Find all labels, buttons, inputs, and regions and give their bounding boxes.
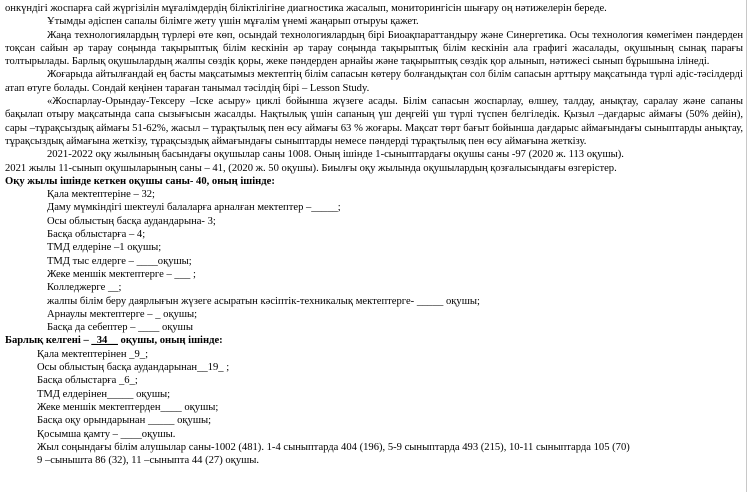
paragraph-teacher: Ұтымды әдіспен сапалы білімге жету үшін мұғалім үнемі жаңарып отыруы қажет.: [47, 16, 419, 28]
paragraph-cycle: «Жоспарлау-Орындау-Тексеру –Іске асыру» циклі бойынша жүзеге асады. Білім сапасын жоспарлау, өлшеу, талдау, анықтау, саралау және сапаны бақылап отыру мақсатында сапа сызығысын жасалды. Нақтылық үшін сапаның үш деңгейі үш түрлі түспен белгіледік. Қызыл –дағдарыс аймағы (50% дейін), сары –тұрақсыздық аймағы 51-62%, жасыл – тұрақтылық пен өсу аймағы 63 % жоғары. Мақсат төрт бағыт бойынша дағдарыс аймағындағы сыныптарды анықтау, тұрақсыздық аймағына жеткізу, тұрақсыздық аймағындағы сыныптарды немесе пәндерді тұрақтылық пен өсу аймағына жеткізу.: [5, 96, 743, 147]
document-body: [5, 2, 743, 467]
list-item: Басқа оқу орындарынан _____ оқушы;: [37, 415, 212, 427]
list-item: Осы облыстың басқа аудандарынан__19_ ;: [37, 362, 230, 374]
list-item: Қала мектептерінен _9_;: [37, 348, 149, 360]
paragraph-methods: Жоғарыда айтылғандай ең басты мақсатымыз мектептің білім сапасын көтеру болғандықтан сол білім сапасын арттыру мақсатында түрлі әдіс-тәсілдерді атап өтуге болады. Сондай кеңінен тараған танымал тәсілдің бірі – Lesson Study.: [5, 69, 743, 94]
list-item: 9 –сынышта 86 (32), 11 –сыныпта 44 (27) оқушы.: [37, 455, 260, 467]
list-item: Жыл соңындағы білім алушылар саны-1002 (481). 1-4 сыныптарда 404 (196), 5-9 сыныптарда 493 (215), 10-11 сыныптарда 105 (70): [37, 441, 630, 453]
paragraph-technology: Жаңа технологиялардың түрлері өте көп, осындай технологиялардың бірі Биоақпараттандыру және Синергетика. Осы технология көмегімен пәндерден тоқсан сайын әр тарау соңында тақырыптық білім кескінін әр тарау соңында тақырыптық білім кескінін ала графигі жасалады, оқушының сынақ парағы толтырылады. Барлық оқушылардың жалпы сөздік қоры, жеке пәндерден арнайы және тақырыптық сөздік қор алынып, нәтижесі сынып бұрышына ілінеді.: [5, 29, 743, 68]
page-edge-divider: [746, 0, 747, 492]
list-item: ТМД елдеріне –1 оқушы;: [47, 242, 162, 254]
paragraph-student-count: 2021-2022 оқу жылының басындағы оқушылар саны 1008. Оның ішінде 1-сыныптардағы оқушы саны -97 (2020 ж. 113 оқушы).: [47, 149, 624, 161]
list-item: Басқа да себептер – ____ оқушы: [47, 322, 193, 334]
list-item: Қала мектептеріне – 32;: [47, 189, 155, 201]
list-item: ТМД тыс елдерге – ____оқушы;: [47, 255, 192, 267]
list-item: Жеке меншік мектептерден____ оқушы;: [37, 401, 219, 413]
list-item: Жеке меншік мектептерге – ___ ;: [47, 268, 196, 280]
heading-arrived-text: Барлық келгені –: [5, 335, 92, 347]
paragraph-graduates: 2021 жылы 11-сынып оқушыларының саны – 41, (2020 ж. 50 оқушы). Биылғы оқу жылында оқушылардың қозғалысындағы өзгерістер.: [5, 162, 617, 174]
list-item: Басқа облыстарға – 4;: [47, 229, 146, 241]
heading-arrived-suffix: оқушы, оның ішінде:: [117, 335, 223, 347]
list-item: Осы облыстың басқа аудандарына- 3;: [47, 215, 216, 227]
list-item: жалпы білім беру даярлығын жүзеге асыратын кәсіптік-техникалық мектептерге- _____ оқушы;: [47, 295, 480, 307]
heading-arrived-count: _34__: [91, 335, 118, 347]
paragraph-intro: онкүндігі жоспарға сай жүргізілін мұғалімдердің біліктілігіне диагностика жасалып, мониторингісін шығару оң нәтижелерін береде.: [5, 3, 607, 14]
list-item: Арнаулы мектептерге – _ оқушы;: [47, 308, 198, 320]
list-item: ТМД елдерінен_____ оқушы;: [37, 388, 171, 400]
list-item: Басқа облыстарға _6_;: [37, 375, 138, 387]
heading-departed: Оқу жылы ішінде кеткен оқушы саны- 40, оның ішінде:: [5, 175, 275, 187]
list-item: Қосымша қамту – ____оқушы.: [37, 428, 176, 440]
list-item: Даму мүмкіндігі шектеулі балаларға арналған мектептер –_____;: [47, 202, 341, 214]
heading-arrived: [5, 334, 743, 347]
list-item: Колледжерге __;: [47, 282, 122, 294]
